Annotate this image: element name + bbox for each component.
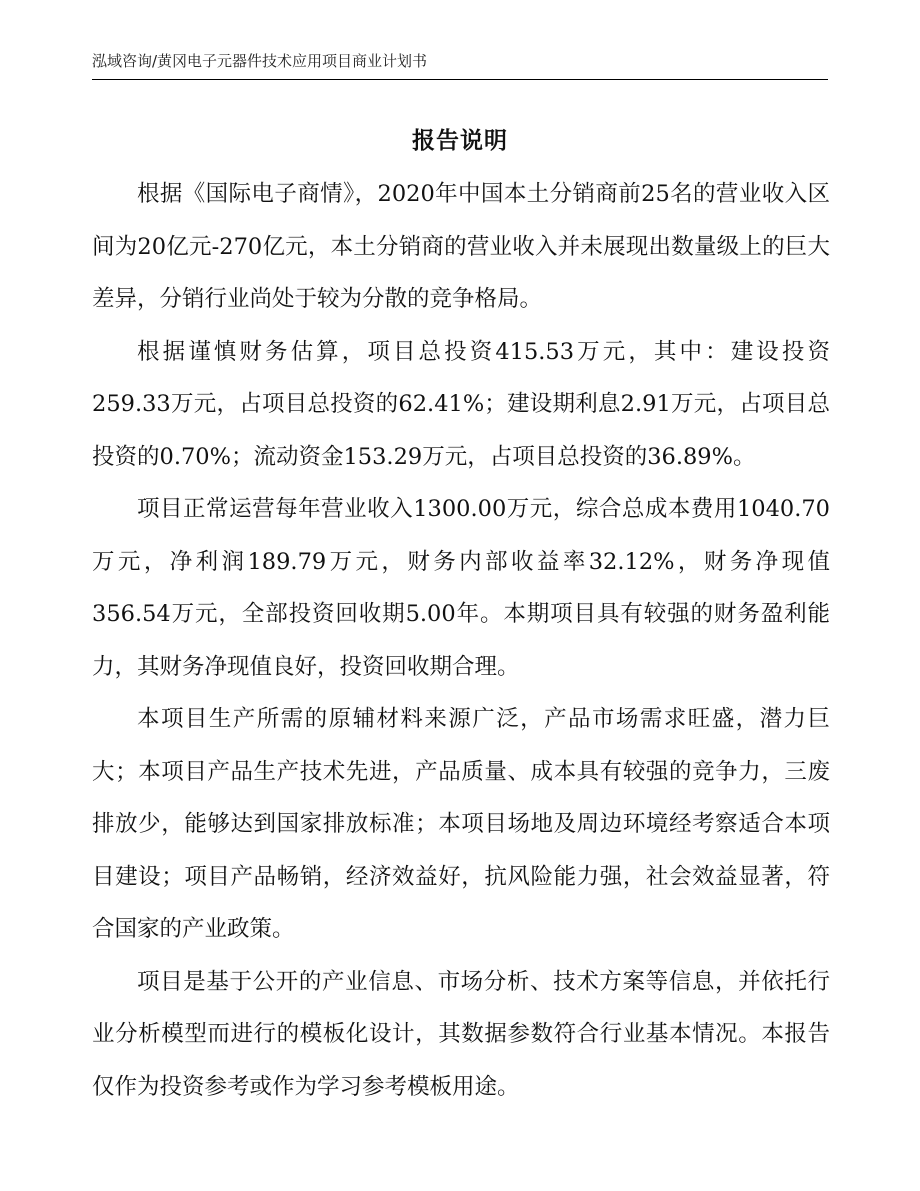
paragraph-disclaimer: 项目是基于公开的产业信息、市场分析、技术方案等信息，并依托行业分析模型而进行的模板化设计，其数据参数符合行业基本情况。本报告仅作为投资参考或作为学习参考模板用途。 [92,968,830,1100]
running-header: 泓域咨询/黄冈电子元器件技术应用项目商业计划书 [92,52,428,70]
paragraph-investment-estimate: 根据谨慎财务估算，项目总投资415.53万元，其中：建设投资259.33万元，占项目总投资的62.41%；建设期利息2.91万元，占项目总投资的0.70%；流动资金153.29万元，占项目总投资的36.89%。 [92,338,830,470]
paragraph-industry-background: 根据《国际电子商情》，2020年中国本土分销商前25名的营业收入区间为20亿元-270亿元，本土分销商的营业收入并未展现出数量级上的巨大差异，分销行业尚处于较为分散的竞争格局。 [92,181,830,312]
report-body [92,168,830,1113]
paragraph-financial-performance: 项目正常运营每年营业收入1300.00万元，综合总成本费用1040.70万元，净利润189.79万元，财务内部收益率32.12%，财务净现值356.54万元，全部投资回收期5.00年。本期项目具有较强的财务盈利能力，其财务净现值良好，投资回收期合理。 [92,496,830,680]
page-title: 报告说明 [412,128,508,154]
paragraph-project-advantages: 本项目生产所需的原辅材料来源广泛，产品市场需求旺盛，潜力巨大；本项目产品生产技术先进，产品质量、成本具有较强的竞争力，三废排放少，能够达到国家排放标准；本项目场地及周边环境经考察适合本项目建设；项目产品畅销，经济效益好，抗风险能力强，社会效益显著，符合国家的产业政策。 [92,706,830,942]
header-divider [92,79,828,80]
